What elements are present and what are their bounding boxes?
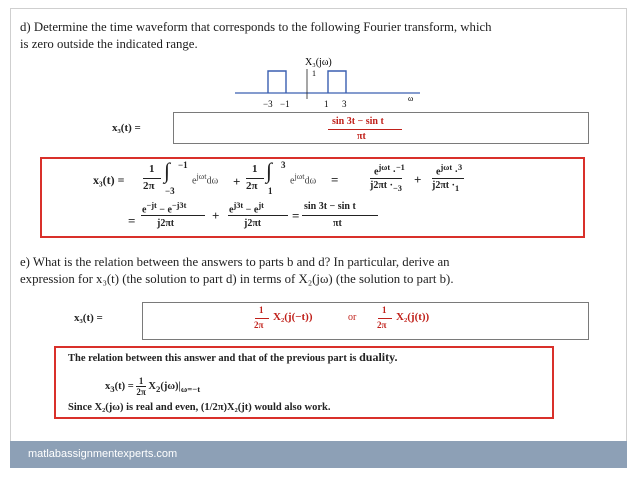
relation-formula: $x_3(t)$ = $\frac{1}{2\pi}$ $X_2(j\omega)|_{\omega=-t}$ — [105, 376, 201, 397]
part-d-answer-denominator: πt — [357, 131, 366, 142]
derivation-frac1-bar — [143, 178, 161, 179]
row2-term1-bar — [141, 215, 205, 216]
derivation-equals-1: = — [331, 172, 339, 187]
eval1-bar — [370, 178, 402, 179]
part-e-coef-b-num: 1 — [382, 305, 387, 315]
derivation-lhs: x₃(t) = — [93, 173, 125, 187]
graph-left-rect — [268, 71, 286, 93]
eval1-num: $e^{j\omega t} \cdot^{-1}$ — [374, 163, 405, 178]
integral-1-upper: −1 — [178, 160, 188, 170]
relation-keyword: duality. — [359, 350, 398, 364]
graph-level-label: 1 — [312, 69, 316, 78]
part-e-answer-label: x₃(t) = — [74, 312, 103, 324]
part-e-question-line1: e) What is the relation between the answers to parts b and d? In particular, derive an — [20, 255, 450, 269]
eval2-bar — [432, 178, 464, 179]
derivation-frac2-num: 1 — [252, 163, 258, 175]
row2-equals-2: = — [292, 208, 300, 223]
footer-bar — [10, 441, 627, 468]
integral-2-upper: 3 — [281, 160, 286, 170]
row2-term1-num: $e^{-jt} - e^{-j3t}$ — [142, 201, 187, 216]
eval2-num: $e^{j\omega t} \cdot^3$ — [436, 163, 463, 178]
row2-result-num: sin 3t − sin t — [304, 201, 356, 212]
tick-minus1: −1 — [280, 99, 290, 109]
part-d-answer-numerator: sin 3t − sin t — [332, 116, 384, 127]
row2-plus: + — [212, 208, 220, 223]
part-e-coef-a-num: 1 — [259, 305, 264, 315]
part-e-answer-box — [142, 302, 589, 340]
part-e-coef-b-den: 2π — [377, 320, 387, 330]
derivation-frac2-den: 2π — [246, 180, 258, 192]
part-e-question-line2: expression for x₃(t) (the solution to part d) in terms of X₂(jω) (the solution to part b). — [20, 272, 454, 286]
integrand-2: $e^{j\omega t}d\omega$ — [290, 172, 317, 187]
integral-sign-1: ∫ — [164, 158, 171, 183]
integrand-1: $e^{j\omega t}d\omega$ — [192, 172, 219, 187]
relation-line — [68, 350, 397, 365]
part-e-or: or — [348, 312, 357, 323]
graph-func-label: X₃(jω) — [305, 57, 332, 68]
row2-result-den: πt — [333, 218, 342, 229]
relation-line-text: The relation between this answer and that of the previous part is — [68, 353, 357, 364]
derivation-frac2-bar — [246, 178, 264, 179]
row2-term2-num: $e^{j3t} - e^{jt}$ — [229, 201, 264, 216]
eval2-den: $j2\pi t \cdot_1$ — [432, 180, 460, 193]
graph-right-rect — [328, 71, 346, 93]
integral-sign-2: ∫ — [266, 158, 273, 183]
part-e-coef-a-bar — [255, 318, 269, 319]
part-e-option-b: X₂(j(t)) — [396, 311, 430, 323]
x3-spectrum-graph — [230, 55, 430, 113]
row2-term2-bar — [228, 215, 288, 216]
relation-note: Since X₂(jω) is real and even, (1/2π)X₂(jt) would also work. — [68, 402, 331, 413]
footer-site-link[interactable]: matlabassignmentexperts.com — [28, 448, 178, 460]
part-d-question-line2: is zero outside the indicated range. — [20, 37, 198, 51]
tick-1: 1 — [324, 99, 329, 109]
row2-result-bar — [302, 215, 378, 216]
graph-axis-var: ω — [408, 94, 414, 103]
part-d-answer-fraction-bar — [328, 129, 402, 130]
part-d-question-line1: d) Determine the time waveform that corresponds to the following Fourier transform, which — [20, 20, 492, 34]
tick-3: 3 — [342, 99, 347, 109]
row2-term1-den: j2πt — [157, 218, 175, 229]
integral-1-lower: −3 — [165, 186, 175, 196]
part-e-option-a: X₂(j(−t)) — [273, 311, 313, 323]
derivation-plus-1: + — [233, 174, 241, 189]
derivation-plus-2: + — [414, 172, 422, 187]
part-e-coef-b-bar — [378, 318, 392, 319]
row2-term2-den: j2πt — [244, 218, 262, 229]
part-d-derivation-box — [40, 157, 585, 238]
tick-minus3: −3 — [263, 99, 273, 109]
derivation-frac1-den: 2π — [143, 180, 155, 192]
eval1-den: $j2\pi t \cdot_{-3}$ — [370, 180, 402, 193]
part-d-answer-label: x₃(t) = — [112, 122, 141, 134]
derivation-frac1-num: 1 — [149, 163, 155, 175]
part-e-coef-a-den: 2π — [254, 320, 264, 330]
row2-equals-1: = — [128, 213, 136, 228]
integral-2-lower: 1 — [268, 186, 273, 196]
